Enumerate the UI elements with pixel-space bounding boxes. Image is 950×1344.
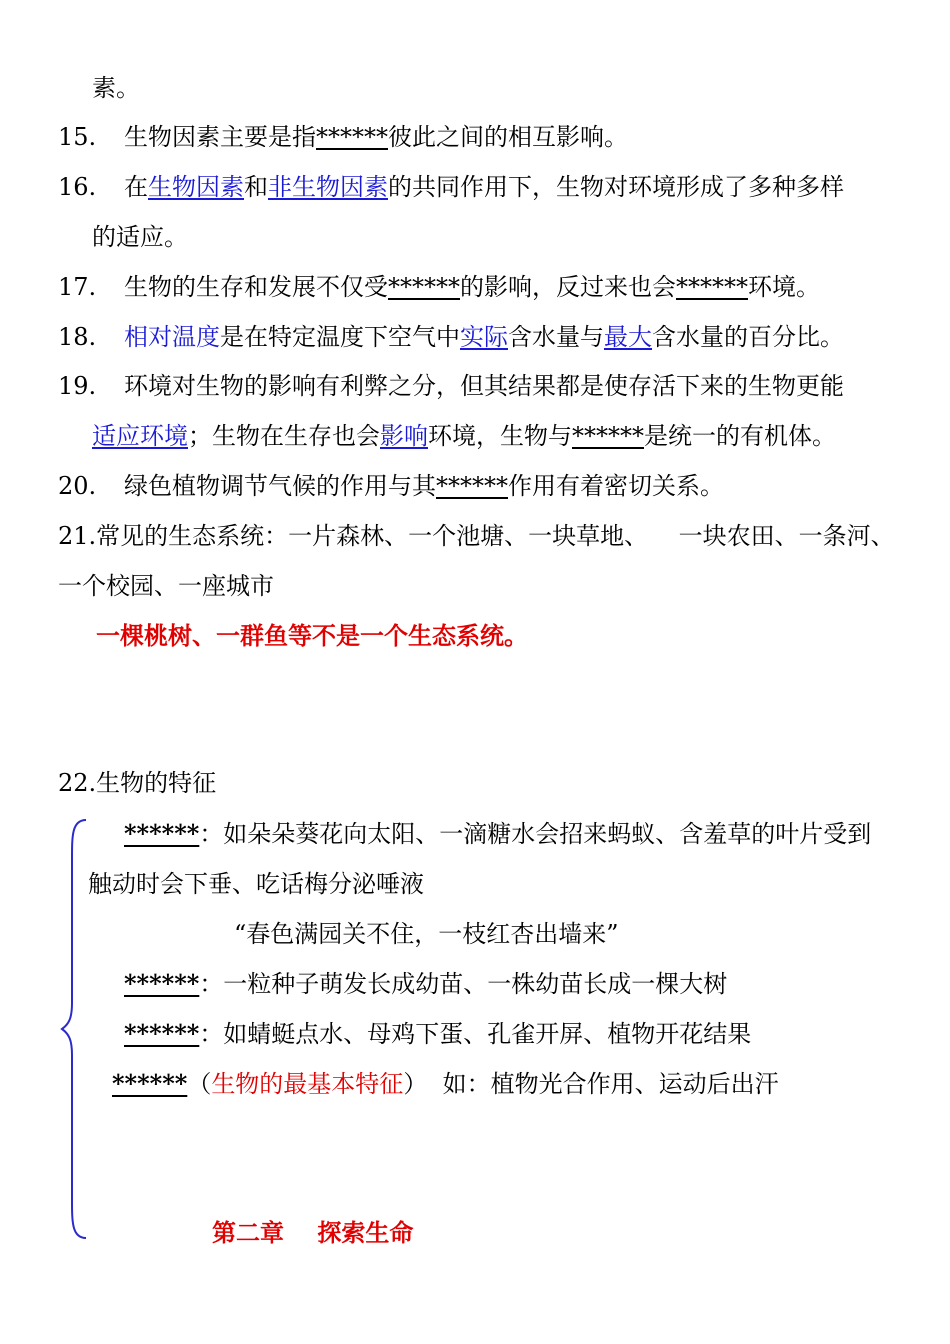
item-text: 的影响，反过来也会: [460, 273, 676, 301]
blank: ******: [572, 422, 644, 450]
blank: ******: [316, 123, 388, 151]
item-text: 环境。: [748, 273, 820, 301]
answer-relative-humidity: 相对温度: [124, 323, 220, 351]
item-19: [58, 370, 844, 402]
item-number: 18.: [58, 323, 97, 351]
item-text: 的共同作用下，生物对环境形成了多种多样: [388, 173, 844, 201]
item-text: 是在特定温度下空气中: [220, 323, 460, 351]
curly-brace-icon: [60, 818, 90, 1240]
item-text: 生物因素主要是指: [124, 123, 316, 151]
answer-abiotic-factor: 非生物因素: [268, 173, 388, 201]
answer-adapt-env: 适应环境: [92, 422, 188, 450]
feature-row-2: [124, 968, 727, 1000]
item-text: 绿色植物调节气候的作用与其: [124, 472, 436, 500]
answer-max: 最大: [604, 323, 652, 351]
item-text: ；生物在生存也会: [188, 422, 380, 450]
item-16-line2: 的适应。: [92, 223, 188, 251]
item-20: [58, 470, 724, 502]
feature-row-1-line2: 触动时会下垂、吃话梅分泌唾液: [88, 870, 424, 898]
item-18: [58, 321, 844, 353]
blank: ******: [124, 969, 200, 998]
item-text: 是统一的有机体。: [644, 422, 836, 450]
blank: ******: [112, 1069, 188, 1098]
feature-row-1: [124, 818, 871, 850]
item-number: 19.: [58, 372, 97, 400]
item-text: 彼此之间的相互影响。: [388, 123, 628, 151]
item-number: 17.: [58, 273, 97, 301]
item-number: 16.: [58, 173, 97, 201]
blank: ******: [124, 1019, 200, 1048]
item-21-note: 一棵桃树、一群鱼等不是一个生态系统。: [96, 621, 528, 650]
item-16: [58, 171, 844, 203]
feature-text: ：如朵朵葵花向太阳、一滴糖水会招来蚂蚁、含羞草的叶片受到: [199, 820, 872, 848]
item-number: 15.: [58, 123, 97, 151]
item-21: 21.常见的生态系统：一片森林、一个池塘、一块草地、 一块农田、一条河、: [58, 522, 895, 550]
answer-influence: 影响: [380, 422, 428, 450]
item-14-continuation: 素。: [92, 74, 140, 102]
feature-highlight: 生物的最基本特征: [211, 1070, 404, 1098]
item-21-line2: 一个校园、一座城市: [58, 572, 274, 600]
item-text: 含水量的百分比。: [652, 323, 844, 351]
blank: ******: [436, 472, 508, 500]
feature-text: （: [187, 1070, 212, 1098]
item-22-title: 22.生物的特征: [58, 769, 217, 797]
item-17: [58, 271, 820, 303]
feature-text: ） 如：植物光合作用、运动后出汗: [403, 1070, 779, 1098]
blank: ******: [676, 273, 748, 301]
item-text: 含水量与: [508, 323, 604, 351]
quote: “春色满园关不住，一枝红杏出墙来”: [234, 920, 619, 948]
blank: ******: [388, 273, 460, 301]
item-number: 20.: [58, 472, 97, 500]
chapter-heading: 第二章 探索生命: [212, 1218, 414, 1247]
item-text: 环境对生物的影响有利弊之分，但其结果都是使存活下来的生物更能: [124, 372, 844, 400]
feature-text: ：如蜻蜓点水、母鸡下蛋、孔雀开屏、植物开花结果: [199, 1020, 752, 1048]
item-19-line2: [92, 420, 836, 452]
item-15: [58, 121, 628, 153]
item-text: 生物的生存和发展不仅受: [124, 273, 388, 301]
item-text: 环境，生物与: [428, 422, 572, 450]
feature-row-3: [124, 1018, 751, 1050]
answer-biotic-factor: 生物因素: [148, 173, 244, 201]
item-text: 在: [124, 173, 148, 201]
feature-text: ：一粒种子萌发长成幼苗、一株幼苗长成一棵大树: [199, 970, 728, 998]
item-text: 作用有着密切关系。: [508, 472, 724, 500]
item-text: 和: [244, 173, 268, 201]
blank: ******: [124, 819, 200, 848]
answer-actual: 实际: [460, 323, 508, 351]
feature-row-4: [112, 1068, 779, 1100]
